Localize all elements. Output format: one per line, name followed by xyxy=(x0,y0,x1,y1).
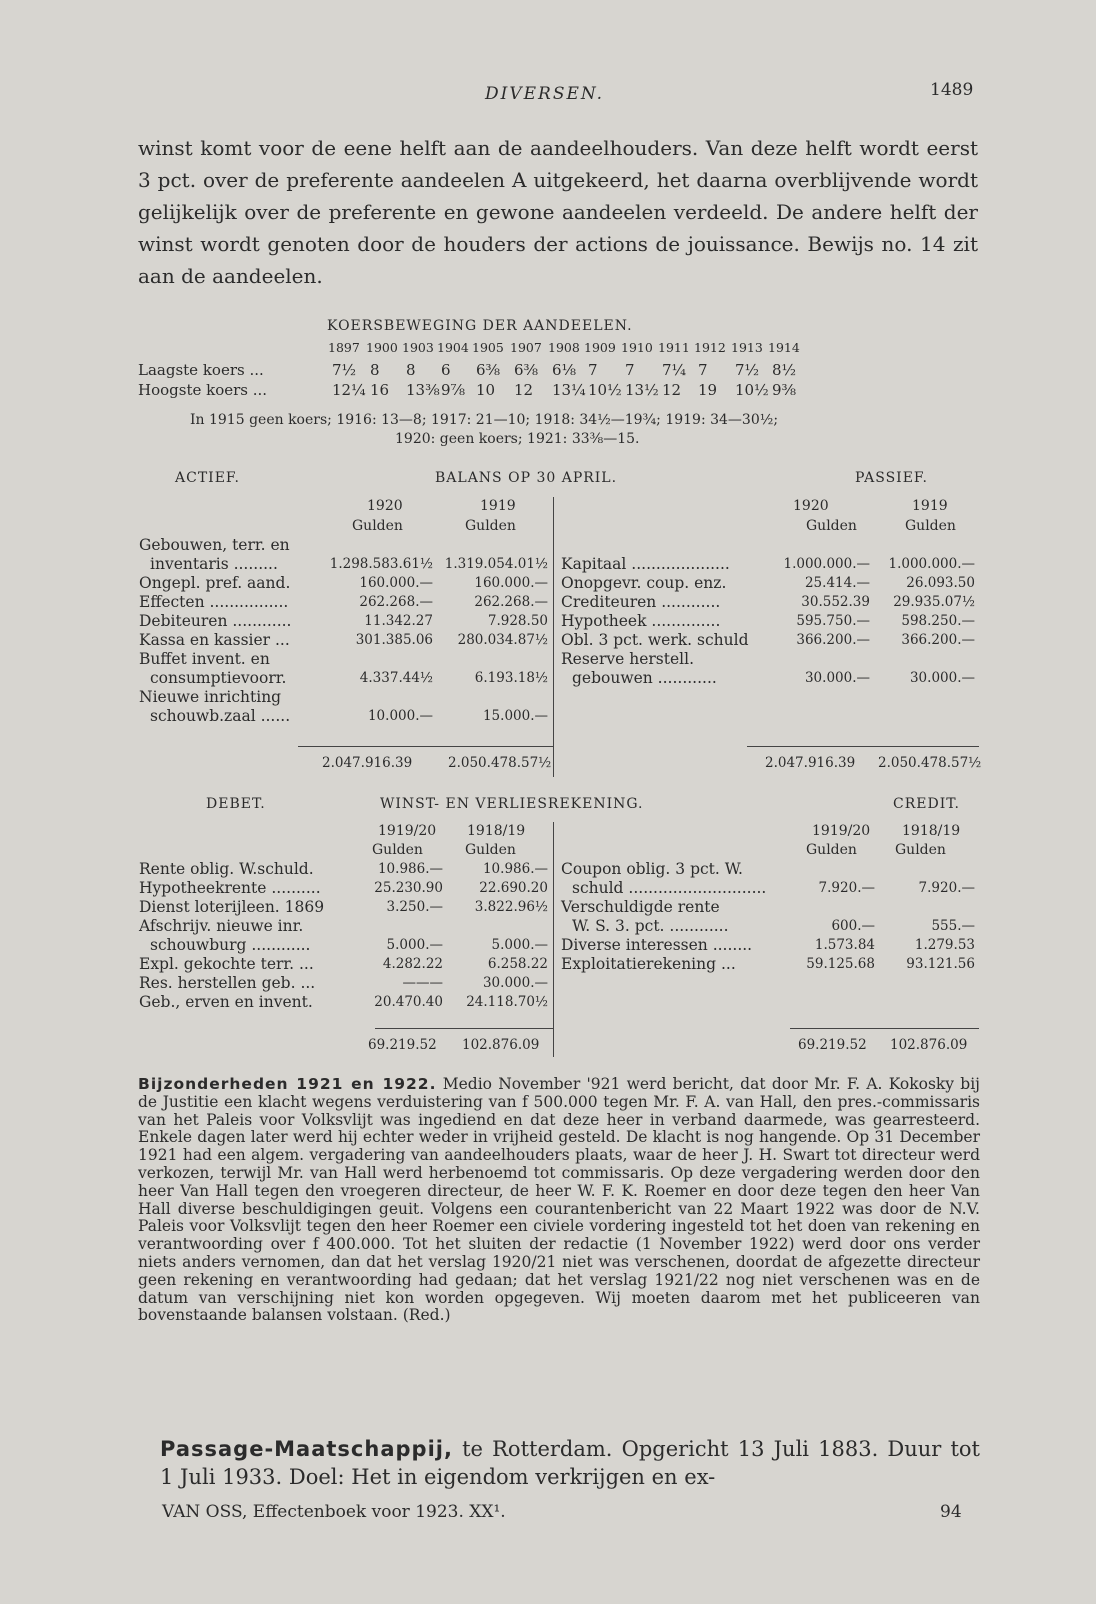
debet-row xyxy=(136,860,551,879)
debet-value xyxy=(361,917,446,936)
hoogste-label: Hoogste koers ... xyxy=(138,381,268,399)
actief-label: schouwb.zaal ...... xyxy=(150,707,291,725)
passief-value xyxy=(873,688,978,707)
debet-value: 3.250.— xyxy=(386,899,443,915)
debet-value xyxy=(446,917,551,936)
winst-rule-right xyxy=(790,1028,979,1029)
passief-row xyxy=(558,631,978,650)
actief-value: 6.193.18½ xyxy=(474,670,548,686)
passief-value: 595.750.— xyxy=(796,613,870,629)
credit-row xyxy=(558,936,978,955)
koers-hoogste-value: 9⅞ xyxy=(441,381,466,399)
passief-value: 29.935.07½ xyxy=(893,594,975,610)
actief-heading: ACTIEF. xyxy=(175,470,240,486)
passage-paragraph xyxy=(160,1435,980,1491)
actief-value xyxy=(436,536,551,555)
koers-hoogste-value: 16 xyxy=(370,381,390,399)
debet-value: 5.000.— xyxy=(491,937,548,953)
actief-value: 262.268.— xyxy=(359,594,433,610)
winst-year1-right: 1919/20 xyxy=(812,823,871,839)
passief-heading: PASSIEF. xyxy=(855,470,928,486)
debet-row xyxy=(136,974,551,993)
actief-value xyxy=(436,650,551,669)
actief-value: 7.928.50 xyxy=(487,613,548,629)
actief-row xyxy=(136,612,551,631)
actief-value: 4.337.44½ xyxy=(359,670,433,686)
credit-value: 93.121.56 xyxy=(906,956,975,972)
passief-row xyxy=(558,669,978,688)
balans-divider xyxy=(553,497,554,777)
koers-year: 1907 xyxy=(510,340,542,355)
balans-year2-left: 1919 xyxy=(480,498,516,514)
credit-label: Verschuldigde rente xyxy=(561,898,720,916)
passief-value xyxy=(773,650,873,669)
passief-value xyxy=(873,707,978,726)
debet-value: 25.230.90 xyxy=(374,880,443,896)
passief-value xyxy=(873,536,978,555)
balans-total-left-1: 2.047.916.39 xyxy=(322,755,413,771)
koers-laagste-value: 8 xyxy=(406,361,416,379)
passief-value: 598.250.— xyxy=(901,613,975,629)
intro-paragraph xyxy=(138,132,978,292)
passage-name: Passage-Maatschappij, xyxy=(160,1437,453,1461)
koers-year: 1897 xyxy=(328,340,360,355)
passief-label: Obl. 3 pct. werk. schuld xyxy=(561,631,749,649)
debet-value: 5.000.— xyxy=(386,937,443,953)
credit-label: Exploitatierekening ... xyxy=(561,955,736,973)
credit-row xyxy=(558,841,978,860)
debet-row xyxy=(136,936,551,955)
balans-rule-right xyxy=(747,746,979,747)
credit-row xyxy=(558,860,978,879)
credit-row xyxy=(558,974,978,993)
credit-value: 59.125.68 xyxy=(806,956,875,972)
debet-value: ——— xyxy=(402,975,443,991)
passief-label: Kapitaal .................... xyxy=(561,555,730,573)
debet-label: Hypotheekrente .......... xyxy=(139,879,321,897)
debet-value: 10.986.— xyxy=(377,861,443,877)
winst-year1-left: 1919/20 xyxy=(378,823,437,839)
passief-label: Hypotheek .............. xyxy=(561,612,721,630)
koers-note-2: 1920: geen koers; 1921: 33⅜—15. xyxy=(395,431,640,447)
koers-year: 1904 xyxy=(437,340,469,355)
actief-label: Nieuwe inrichting xyxy=(139,688,282,706)
koers-laagste-value: 7½ xyxy=(735,361,760,379)
debet-value: 10.986.— xyxy=(482,861,548,877)
actief-value: 11.342.27 xyxy=(364,613,433,629)
actief-table xyxy=(136,536,551,726)
koers-laagste-value: 7¼ xyxy=(662,361,687,379)
actief-value: 280.034.87½ xyxy=(457,632,548,648)
credit-value xyxy=(878,860,978,879)
passief-row xyxy=(558,688,978,707)
passief-row xyxy=(558,593,978,612)
passief-value: 26.093.50 xyxy=(906,575,975,591)
koers-laagste-value: 6⅜ xyxy=(514,361,539,379)
actief-label: Gebouwen, terr. en xyxy=(139,536,290,554)
actief-label: consumptievoorr. xyxy=(150,669,287,687)
koers-laagste-value: 7 xyxy=(698,361,708,379)
debet-label: Afschrijv. nieuwe inr. xyxy=(139,917,304,935)
koers-laagste-value: 7 xyxy=(625,361,635,379)
credit-value: 7.920.— xyxy=(818,880,875,896)
passief-value xyxy=(773,688,873,707)
credit-value: 7.920.— xyxy=(918,880,975,896)
koers-laagste-value: 7 xyxy=(588,361,598,379)
actief-value xyxy=(326,650,436,669)
koers-hoogste-value: 12 xyxy=(662,381,682,399)
running-title: DIVERSEN. xyxy=(485,84,605,104)
actief-row xyxy=(136,593,551,612)
credit-value xyxy=(878,898,978,917)
koers-title: KOERSBEWEGING DER AANDEELEN. xyxy=(327,318,633,334)
balans-unit-left-1: Gulden xyxy=(352,518,403,534)
passief-label: Crediteuren ............ xyxy=(561,593,721,611)
credit-table xyxy=(558,841,978,993)
koers-year: 1911 xyxy=(658,340,690,355)
koers-laagste-value: 7½ xyxy=(332,361,357,379)
koers-laagste-value: 6 xyxy=(441,361,451,379)
winst-total-left-2: 102.876.09 xyxy=(462,1037,540,1053)
actief-row xyxy=(136,574,551,593)
balans-unit-right-2: Gulden xyxy=(905,518,956,534)
koers-hoogste-value: 10½ xyxy=(735,381,769,399)
balans-year2-right: 1919 xyxy=(912,498,948,514)
passief-row xyxy=(558,707,978,726)
footer-page: 94 xyxy=(940,1502,962,1522)
koers-hoogste-value: 19 xyxy=(698,381,718,399)
credit-row xyxy=(558,955,978,974)
winst-unit-left-1: Gulden xyxy=(372,842,423,858)
credit-value: 555.— xyxy=(931,918,975,934)
intro-text: winst komt voor de eene helft aan de aandeelhouders. Van deze helft wordt eerst 3 pct. over de preferente aandeelen A uitgekeerd, het daarna overblijvende wordt gelijkelijk over de preferente en gewone aandeelen verdeeld. De andere helft der winst wordt genoten door de houders der actions de jouissance. Bewijs no. 14 zit aan de aandeelen. xyxy=(138,136,978,288)
balans-rule-left xyxy=(298,746,553,747)
debet-heading: DEBET. xyxy=(206,796,266,812)
actief-row xyxy=(136,631,551,650)
actief-row xyxy=(136,707,551,726)
passief-row xyxy=(558,536,978,555)
credit-label: schuld ............................ xyxy=(572,879,767,897)
passief-label xyxy=(558,688,773,707)
balans-year1-right: 1920 xyxy=(793,498,829,514)
credit-value xyxy=(788,860,878,879)
passief-value xyxy=(773,536,873,555)
credit-row xyxy=(558,898,978,917)
passief-label: Reserve herstell. xyxy=(561,650,694,668)
koers-laagste-value: 8½ xyxy=(772,361,797,379)
passief-label: Onopgevr. coup. enz. xyxy=(561,574,727,592)
debet-table xyxy=(136,860,551,1012)
credit-heading: CREDIT. xyxy=(893,796,960,812)
debet-label: Expl. gekochte terr. ... xyxy=(139,955,314,973)
balans-total-left-2: 2.050.478.57½ xyxy=(448,755,552,771)
actief-label: Effecten ................ xyxy=(139,593,289,611)
passief-value: 1.000.000.— xyxy=(888,556,975,572)
debet-row xyxy=(136,917,551,936)
passief-row xyxy=(558,612,978,631)
passief-value: 25.414.— xyxy=(804,575,870,591)
actief-value: 160.000.— xyxy=(474,575,548,591)
credit-value: 1.279.53 xyxy=(914,937,975,953)
debet-value: 24.118.70½ xyxy=(466,994,548,1010)
credit-label: Diverse interessen ........ xyxy=(561,936,753,954)
koers-year: 1909 xyxy=(584,340,616,355)
actief-value: 160.000.— xyxy=(359,575,433,591)
winst-total-left-1: 69.219.52 xyxy=(368,1037,437,1053)
passief-value xyxy=(773,707,873,726)
actief-value: 10.000.— xyxy=(367,708,433,724)
koers-year: 1905 xyxy=(472,340,504,355)
koers-year: 1914 xyxy=(768,340,800,355)
actief-value: 15.000.— xyxy=(482,708,548,724)
debet-value: 30.000.— xyxy=(482,975,548,991)
debet-label: Rente oblig. W.schuld. xyxy=(139,860,314,878)
credit-label: W. S. 3. pct. ............ xyxy=(572,917,729,935)
bijzonderheden-text: Medio November '921 werd bericht, dat door Mr. F. A. Kokosky bij de Justitie een klacht wegens verduistering van f 500.000 tegen Mr. F. A. van Hall, den pres.-commissaris van het Paleis voor Volksvlijt was ingediend en dat deze heer in verband daarmede, was gearresteerd. Enkele dagen later werd hij echter weder in vrijheid gesteld. De klacht is nog hangende. Op 31 December 1921 had een algem. vergadering van aandeelhouders plaats, waar de heer J. H. Swart tot directeur werd verkozen, terwijl Mr. van Hall werd herbenoemd tot commissaris. Op deze vergadering werden door den heer Van Hall tegen den vroegeren directeur, de heer W. F. K. Roemer en door deze tegen den heer Van Hall diverse beschuldigingen geuit. Volgens een courantenbericht van 22 Maart 1922 was door de N.V. Paleis voor Volksvlijt tegen den heer Roemer een civiele vordering ingesteld tot het doen van rekening en verantwoording over f 400.000. Tot het sluiten der redactie (1 November 1922) werd door ons verder niets anders vernomen, dan dat het verslag 1920/21 niet was verschenen, doordat de afgezette directeur geen rekening en verantwoording had gedaan; dat het verslag 1921/22 nog niet verschenen was en de datum van verschijning niet kon worden opgegeven. Wij moeten daarom met het publiceeren van bovenstaande balansen volstaan. (Red.) xyxy=(138,1075,980,1325)
passief-row xyxy=(558,650,978,669)
actief-value: 1.298.583.61½ xyxy=(329,556,433,572)
winst-unit-right-1: Gulden xyxy=(806,842,857,858)
passief-value: 1.000.000.— xyxy=(783,556,870,572)
credit-label: Coupon oblig. 3 pct. W. xyxy=(561,860,743,878)
passief-value: 30.000.— xyxy=(909,670,975,686)
debet-label: Dienst loterijleen. 1869 xyxy=(139,898,325,916)
passief-table xyxy=(558,536,978,726)
passief-value: 366.200.— xyxy=(901,632,975,648)
actief-row xyxy=(136,650,551,669)
koers-year: 1908 xyxy=(548,340,580,355)
winst-total-right-1: 69.219.52 xyxy=(798,1037,867,1053)
debet-row xyxy=(136,993,551,1012)
koers-year: 1910 xyxy=(621,340,653,355)
debet-value: 3.822.96½ xyxy=(474,899,548,915)
credit-value xyxy=(878,841,978,860)
balans-total-right-1: 2.047.916.39 xyxy=(765,755,856,771)
passief-value xyxy=(873,650,978,669)
credit-value xyxy=(788,974,878,993)
debet-value: 22.690.20 xyxy=(479,880,548,896)
actief-label: Kassa en kassier ... xyxy=(139,631,290,649)
koers-laagste-value: 6⅜ xyxy=(476,361,501,379)
footer-source: VAN OSS, Effectenboek voor 1923. XX¹. xyxy=(162,1502,506,1522)
passief-row xyxy=(558,574,978,593)
debet-row xyxy=(136,879,551,898)
actief-row xyxy=(136,536,551,555)
passief-label xyxy=(558,707,773,726)
winst-divider xyxy=(553,822,554,1057)
actief-label: Ongepl. pref. aand. xyxy=(139,574,291,592)
balans-year1-left: 1920 xyxy=(367,498,403,514)
debet-row xyxy=(136,898,551,917)
laagste-label: Laagste koers ... xyxy=(138,361,264,379)
koers-year: 1900 xyxy=(366,340,398,355)
koers-hoogste-value: 12 xyxy=(514,381,534,399)
actief-row xyxy=(136,688,551,707)
koers-hoogste-value: 13¼ xyxy=(552,381,586,399)
koers-year: 1903 xyxy=(402,340,434,355)
debet-value: 4.282.22 xyxy=(382,956,443,972)
passief-value: 366.200.— xyxy=(796,632,870,648)
koers-hoogste-value: 12¼ xyxy=(332,381,366,399)
credit-label xyxy=(558,974,788,993)
page-number: 1489 xyxy=(930,80,974,100)
passief-label xyxy=(558,536,773,555)
actief-value xyxy=(326,688,436,707)
passief-value: 30.552.39 xyxy=(801,594,870,610)
koers-hoogste-value: 10½ xyxy=(588,381,622,399)
passief-value: 30.000.— xyxy=(804,670,870,686)
winst-total-right-2: 102.876.09 xyxy=(890,1037,968,1053)
winst-unit-left-2: Gulden xyxy=(465,842,516,858)
winst-heading: WINST- EN VERLIESREKENING. xyxy=(380,796,644,812)
koers-year: 1913 xyxy=(731,340,763,355)
debet-value: 6.258.22 xyxy=(487,956,548,972)
winst-year2-left: 1918/19 xyxy=(467,823,526,839)
actief-value: 1.319.054.01½ xyxy=(444,556,548,572)
koers-laagste-value: 6⅛ xyxy=(552,361,577,379)
credit-row xyxy=(558,879,978,898)
credit-value xyxy=(788,841,878,860)
koers-laagste-value: 8 xyxy=(370,361,380,379)
koers-hoogste-value: 10 xyxy=(476,381,496,399)
credit-value: 1.573.84 xyxy=(814,937,875,953)
balans-unit-left-2: Gulden xyxy=(465,518,516,534)
actief-row xyxy=(136,555,551,574)
passief-row xyxy=(558,555,978,574)
credit-row xyxy=(558,917,978,936)
balans-heading: BALANS OP 30 APRIL. xyxy=(435,470,618,486)
debet-row xyxy=(136,955,551,974)
winst-unit-right-2: Gulden xyxy=(895,842,946,858)
koers-hoogste-value: 13½ xyxy=(625,381,659,399)
winst-rule-left xyxy=(375,1028,553,1029)
koers-note-1: In 1915 geen koers; 1916: 13—8; 1917: 21—10; 1918: 34½—19¾; 1919: 34—30½; xyxy=(190,412,779,428)
actief-value: 262.268.— xyxy=(474,594,548,610)
actief-row xyxy=(136,669,551,688)
balans-total-right-2: 2.050.478.57½ xyxy=(878,755,982,771)
bijzonderheden-heading: Bijzonderheden 1921 en 1922. xyxy=(138,1075,437,1093)
actief-label: inventaris ......... xyxy=(150,555,278,573)
actief-label: Debiteuren ............ xyxy=(139,612,292,630)
balans-unit-right-1: Gulden xyxy=(806,518,857,534)
debet-label: Geb., erven en invent. xyxy=(139,993,313,1011)
actief-value: 301.385.06 xyxy=(355,632,433,648)
koers-year: 1912 xyxy=(694,340,726,355)
koers-hoogste-value: 13⅜ xyxy=(406,381,440,399)
credit-value xyxy=(788,898,878,917)
credit-value: 600.— xyxy=(831,918,875,934)
actief-label: Buffet invent. en xyxy=(139,650,270,668)
passief-label: gebouwen ............ xyxy=(572,669,717,687)
koers-hoogste-value: 9⅜ xyxy=(772,381,797,399)
credit-value xyxy=(878,974,978,993)
actief-value xyxy=(326,536,436,555)
debet-label: Res. herstellen geb. ... xyxy=(139,974,316,992)
credit-label xyxy=(558,841,788,860)
actief-value xyxy=(436,688,551,707)
winst-year2-right: 1918/19 xyxy=(902,823,961,839)
bijzonderheden-paragraph xyxy=(138,1076,980,1325)
debet-label: schouwburg ............ xyxy=(150,936,311,954)
debet-value: 20.470.40 xyxy=(374,994,443,1010)
passage-text: te Rotterdam. Opgericht 13 Juli 1883. Duur tot 1 Juli 1933. Doel: Het in eigendom verkrijgen en ex- xyxy=(160,1437,980,1489)
